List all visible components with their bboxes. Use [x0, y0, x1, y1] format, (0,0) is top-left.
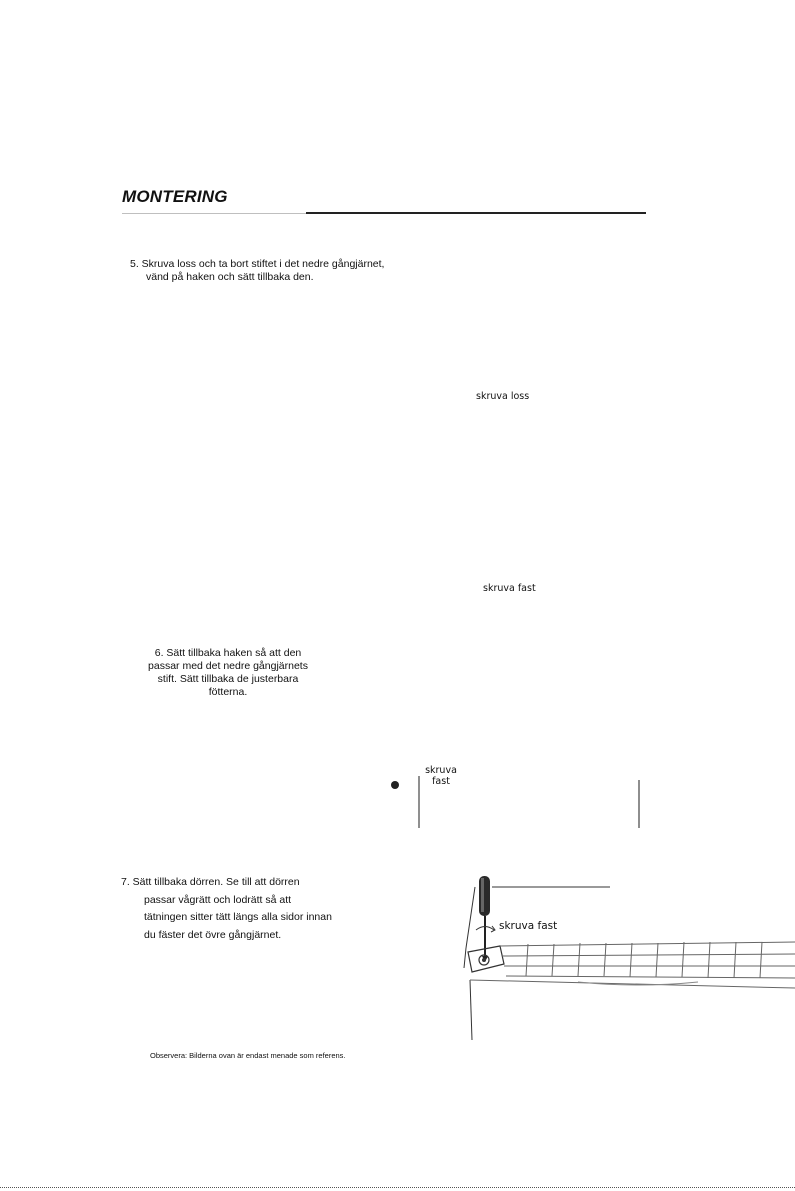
title-divider-light — [122, 213, 308, 214]
callout-tighten-3: skruva fast — [499, 920, 558, 932]
step-6-text — [128, 647, 328, 699]
step-7-line-4: du fäster det övre gångjärnet. — [144, 928, 282, 941]
step-7-text — [121, 874, 332, 944]
top-hinge-illustration — [458, 868, 795, 1040]
reference-note: Observera: Bilderna ovan är endast menade som referens. — [150, 1051, 346, 1060]
step-7-line-1: 7. Sätt tillbaka dörren. Se till att dörren — [121, 876, 300, 888]
page-bottom-border — [0, 1187, 795, 1189]
callout-tighten-2 — [421, 765, 461, 787]
screw-head-icon — [391, 781, 399, 789]
screw-slot-icon — [393, 778, 397, 781]
step-6-line-1: 6. Sätt tillbaka haken så att den — [154, 647, 302, 659]
callout-tighten-2-line-2: fast — [432, 776, 450, 787]
callout-tighten-2-line-1: skruva — [425, 765, 457, 776]
step-5-line-2: vänd på haken och sätt tillbaka den. — [146, 271, 314, 283]
step-5-line-1: 5. Skruva loss och ta bort stiftet i det nedre gångjärnet, — [130, 258, 385, 270]
step-7-line-2: passar vågrätt och lodrätt så att — [144, 893, 292, 906]
cabinet-left-edge — [466, 887, 475, 948]
door-rail — [470, 942, 795, 988]
step-6-line-2: passar med det nedre gångjärnets — [148, 660, 308, 672]
callout-tighten-1: skruva fast — [483, 583, 536, 594]
step-6-line-3: stift. Sätt tillbaka de justerbara — [157, 673, 299, 685]
step-6-line-4: fötterna. — [208, 686, 248, 698]
step-7-line-3: tätningen sitter tätt längs alla sidor innan — [144, 911, 332, 923]
callout-unscrew: skruva loss — [476, 391, 530, 402]
section-title: MONTERING — [122, 187, 228, 206]
step-5-text — [130, 258, 384, 284]
title-divider — [306, 212, 646, 214]
